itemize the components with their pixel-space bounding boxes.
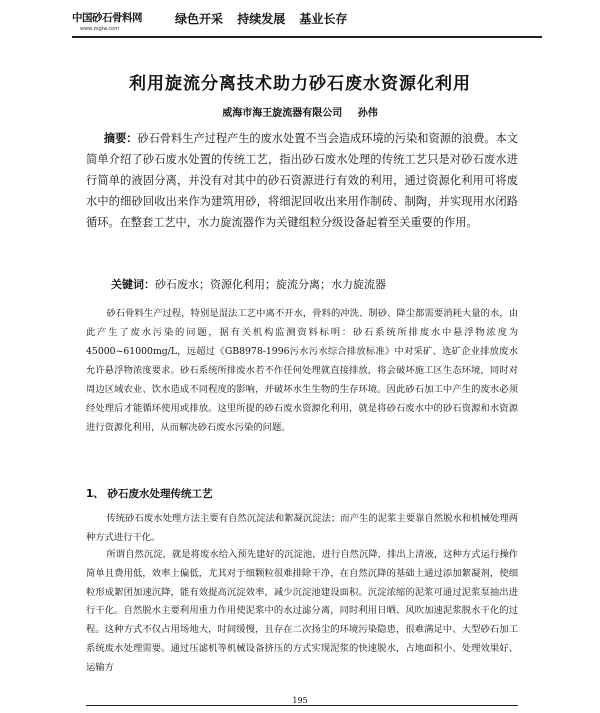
section-heading-1: 1、 砂石废水处理传统工艺 — [86, 488, 213, 500]
logo-url: www.zsglw.com — [80, 26, 120, 32]
body-paragraph-1: 砂石骨料生产过程，特别是湿法工艺中离不开水，骨料的冲洗、制砂、降尘都需要消耗大量的水，由此产生了废水污染的问题，据有关机构监测资料标明：砂石系统所排废水中悬浮物浓度为45000~61000mg/L，远超过《GB8978-1996污水污水综合排放标准》中对采矿、选矿企业排放废水允许悬浮物浓度要求。砂石系统所排废水若不作任何处理就直接排放，将会破坏施工区生态环境，同时对周边区域农业、饮水造成不同程度的影响，并破坏水生生物的生存环境。因此砂石加工中产生的废水必须经处理后才能循环使用或排放。这里所提的砂石废水资源化利用，就是将砂石废水中的砂石资源和水资源进行资源化利用，从而解决砂石废水污染的问题。 — [86, 308, 518, 433]
author-name: 孙伟 — [357, 108, 378, 119]
slogan-2: 持续发展 — [237, 12, 286, 26]
logo-text: 中国砂石骨料网 — [72, 12, 142, 24]
header-divider — [72, 36, 542, 38]
journal-header — [72, 8, 542, 38]
keywords-label: 关键词： — [111, 278, 155, 291]
keywords — [111, 276, 386, 292]
slogan-1: 绿色开采 — [175, 12, 224, 26]
body-paragraph-3: 所谓自然沉淀，就是将废水给入预先建好的沉淀池，进行自然沉降，排出上清液，这种方式运行操作简单且费用低，效率上偏低，尤其对于细颗粒很难排除干净，在自然沉降的基础上通过添加絮凝剂，使细粒形成絮团加速沉降，能有效提高沉淀效率，减少沉淀池建设面积。沉淀浓缩的泥浆可通过泥浆泵抽出进行干化。自然脱水主要利用重力作用使泥浆中的水过滤分离，同时利用日晒、风吹加速泥浆脱水干化的过程。这种方式不仅占用场地大，时间缓慢，且存在二次扬尘的环境污染隐患，很难满足中、大型砂石加工系统废水处理需要。通过压滤机等机械设备挤压的方式实现泥浆的快速脱水，占地面积小、处理效果好、运输方 — [86, 549, 518, 673]
header-slogans — [175, 10, 357, 27]
affiliation: 威海市海王旋流器有限公司 — [222, 108, 343, 119]
abstract-text: 砂石骨料生产过程产生的废水处置不当会造成环境的污染和资源的浪费。本文简单介绍了砂石废水处置的传统工艺，指出砂石废水处理的传统工艺只是对砂石废水进行简单的液固分离，并没有对其中的砂石资源进行有效的利用，通过资源化利用可将废水中的细砂回收出来作为建筑用砂，将细泥回收出来用作制砖、制陶，并实现用水闭路循环。在整套工艺中，水力旋流器作为关键组粒分级设备起着至关重要的作用。 — [86, 132, 518, 229]
article-title: 利用旋流分离技术助力砂石废水资源化利用 — [129, 74, 471, 94]
slogan-3: 基业长存 — [299, 12, 348, 26]
author-line — [0, 104, 600, 119]
footer-divider — [86, 705, 518, 706]
abstract-label: 摘要： — [103, 131, 138, 145]
keywords-text: 砂石废水；资源化利用；旋流分离；水力旋流器 — [155, 278, 386, 291]
page-number: 195 — [292, 696, 308, 705]
body-paragraph-2: 传统砂石废水处理方法主要有自然沉淀法和絮凝沉淀法；而产生的泥浆主要靠自然脱水和机械处理两种方式进行干化。 — [86, 513, 518, 543]
abstract — [86, 128, 518, 234]
journal-logo — [72, 8, 158, 36]
